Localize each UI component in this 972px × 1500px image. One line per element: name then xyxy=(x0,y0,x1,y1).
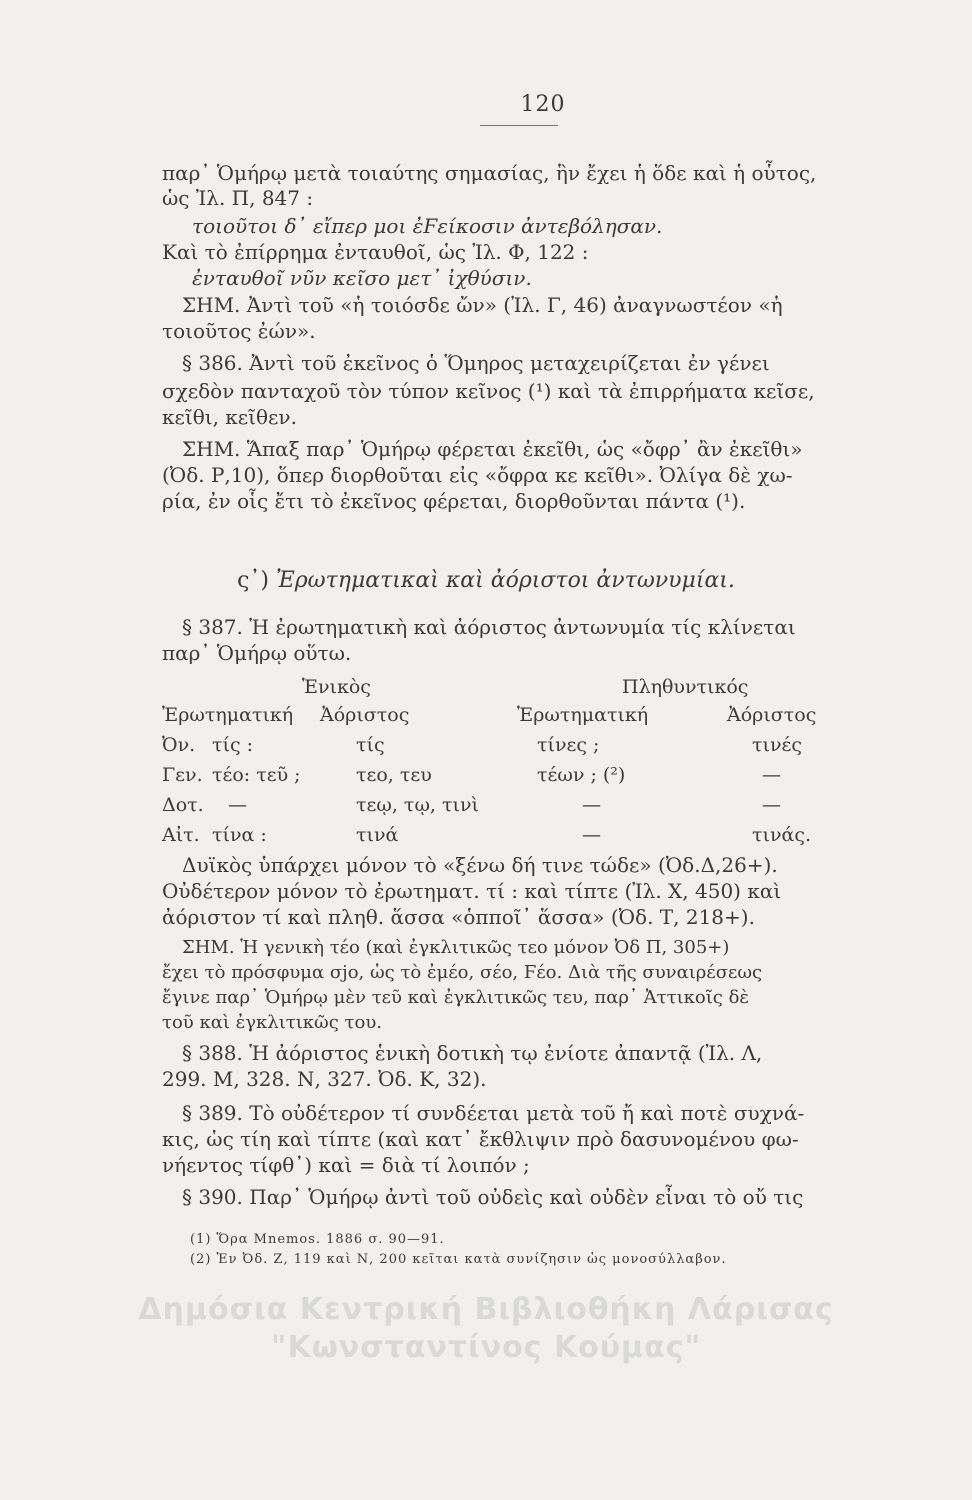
text-line: ΣΗΜ. Ἅπαξ παρ᾽ Ὁμήρῳ φέρεται ἐκεῖθι, ὡς «ὄφρ᾽ ἂν ἐκεῖθι» xyxy=(182,437,803,461)
section-heading-title: Ἐρωτηματικαὶ καὶ ἀόριστοι ἀντωνυμίαι. xyxy=(275,568,735,593)
table-group-header: Πληθυντικός xyxy=(622,676,749,698)
paragraph-386: § 386. Ἀντὶ τοῦ ἐκεῖνος ὁ Ὅμηρος μεταχειρίζεται ἐν γένει xyxy=(182,351,770,375)
table-cell: τινές xyxy=(752,734,802,756)
text-line: ρία, ἐν οἷς ἔτι τὸ ἐκεῖνος φέρεται, διορθοῦνται πάντα (¹). xyxy=(162,489,746,513)
table-cell: — xyxy=(582,824,601,846)
table-cell: τίς xyxy=(356,734,385,756)
table-cell: Αἰτ. xyxy=(162,824,200,846)
text-line: σχεδὸν πανταχοῦ τὸν τύπον κεῖνος (¹) καὶ τὰ ἐπιρρήματα κεῖσε, xyxy=(162,379,815,403)
text-line: (Ὀδ. Ρ,10), ὅπερ διορθοῦται εἰς «ὄφρα κε κεῖθι». Ὀλίγα δὲ χω- xyxy=(162,463,793,487)
paragraph-390: § 390. Παρ᾽ Ὁμήρῳ ἀντὶ τοῦ οὐδεὶς καὶ οὐδὲν εἶναι τὸ οὔ τις xyxy=(182,1185,804,1209)
table-group-header: Ἑνικὸς xyxy=(302,676,371,698)
table-column-header: Ἐρωτηματική xyxy=(517,704,649,726)
table-cell: τίνα : xyxy=(212,824,267,846)
table-cell: τέων ; (²) xyxy=(537,764,626,786)
text-line: Δυϊκὸς ὑπάρχει μόνον τὸ «ξένω δή τινε τώδε» (Ὀδ.Δ,26+). xyxy=(182,853,778,877)
table-column-header: Ἐρωτηματική xyxy=(162,704,294,726)
quote-line: τοιοῦτοι δ᾽ εἴπερ μοι ἐϜείκοσιν ἀντεβόλησαν. xyxy=(192,214,663,238)
table-cell: τίς : xyxy=(212,734,254,756)
text-line: ἔγινε παρ᾽ Ὁμήρῳ μὲν τεῦ καὶ ἐγκλιτικῶς τευ, παρ᾽ Ἀττικοῖς δὲ xyxy=(162,987,750,1008)
text-line: ἔχει τὸ πρόσφυμα σjο, ὡς τὸ ἐμέο, σέο, Ϝέο. Διὰ τῆς συναιρέσεως xyxy=(162,962,763,983)
text-line: Καὶ τὸ ἐπίρρημα ἐνταυθοῖ, ὡς Ἰλ. Φ, 122 : xyxy=(162,240,589,264)
table-cell: — xyxy=(762,764,781,786)
table-cell: — xyxy=(228,794,247,816)
text-line: παρ᾽ Ὁμήρῳ οὕτω. xyxy=(162,641,352,665)
table-cell: Γεν. xyxy=(162,764,203,786)
text-line: τοῦ καὶ ἐγκλιτικῶς του. xyxy=(162,1012,382,1033)
text-line: Οὐδέτερον μόνον τὸ ἐρωτηματ. τί : καὶ τίπτε (Ἰλ. Χ, 450) καὶ xyxy=(162,879,782,903)
table-cell: τεο, τευ xyxy=(356,764,432,786)
table-cell: τινά xyxy=(356,824,399,846)
footnote: (1) Ὅρα Mnemos. 1886 σ. 90—91. xyxy=(190,1232,445,1247)
page-number-rule xyxy=(480,125,558,126)
table-cell: τέο: τεῦ ; xyxy=(212,764,301,786)
table-cell: — xyxy=(762,794,781,816)
text-line: νήεντος τίφθ᾽) καὶ = διὰ τί λοιπόν ; xyxy=(162,1153,530,1177)
quote-line: ἐνταυθοῖ νῦν κεῖσο μετ᾽ ἰχθύσιν. xyxy=(192,266,532,290)
table-column-header: Ἀόριστος xyxy=(727,704,817,726)
text-line: 299. Μ, 328. Ν, 327. Ὀδ. Κ, 32). xyxy=(162,1067,487,1091)
section-heading-number: ς᾽) xyxy=(237,568,269,593)
text-line: παρ᾽ Ὁμήρῳ μετὰ τοιαύτης σημασίας, ἣν ἔχει ἡ ὅδε καὶ ἡ οὗτος, xyxy=(162,161,817,185)
table-cell: Δοτ. xyxy=(162,794,204,816)
section-heading xyxy=(0,568,972,593)
table-column-header: Ἀόριστος xyxy=(320,704,410,726)
text-line: ὡς Ἰλ. Π, 847 : xyxy=(162,186,314,210)
text-line: κεῖθι, κεῖθεν. xyxy=(162,405,297,429)
text-line: τοιοῦτος ἐών». xyxy=(162,319,316,343)
text-line: κις, ὡς τίη καὶ τίπτε (καὶ κατ᾽ ἔκθλιψιν πρὸ δασυνομένου φω- xyxy=(162,1127,799,1151)
text-line: ΣΗΜ. Ἀντὶ τοῦ «ἡ τοιόσδε ὤν» (Ἰλ. Γ, 46) ἀναγνωστέον «ἡ xyxy=(182,293,783,317)
page-number: 120 xyxy=(520,92,566,117)
paragraph-389: § 389. Τὸ οὐδέτερον τί συνδέεται μετὰ τοῦ ἤ καὶ ποτὲ συχνά- xyxy=(182,1101,805,1125)
table-cell: Ὀν. xyxy=(162,734,196,756)
text-line: ἀόριστον τί καὶ πληθ. ἅσσα «ὁπποῖ᾽ ἅσσα» (Ὀδ. Τ, 218+). xyxy=(162,905,755,929)
table-cell: — xyxy=(582,794,601,816)
text-line: ΣΗΜ. Ἡ γενικὴ τέο (καὶ ἐγκλιτικῶς τεο μόνον Ὀδ Π, 305+) xyxy=(182,937,730,958)
library-watermark-line2: "Κωνσταντίνος Κούμας" xyxy=(270,1330,702,1365)
library-watermark-line1: Δημόσια Κεντρική Βιβλιοθήκη Λάρισας xyxy=(138,1292,834,1327)
table-cell: τεῳ, τῳ, τινὶ xyxy=(356,794,479,816)
table-cell: τινάς. xyxy=(752,824,812,846)
footnote: (2) Ἐν Ὀδ. Ζ, 119 καὶ Ν, 200 κεῖται κατὰ συνίζησιν ὡς μονοσύλλαβον. xyxy=(190,1252,727,1267)
paragraph-387: § 387. Ἡ ἐρωτηματικὴ καὶ ἀόριστος ἀντωνυμία τίς κλίνεται xyxy=(182,615,796,639)
paragraph-388: § 388. Ἡ ἀόριστος ἑνικὴ δοτικὴ τῳ ἐνίοτε ἀπαντᾷ (Ἰλ. Λ, xyxy=(182,1041,763,1065)
table-cell: τίνες ; xyxy=(537,734,600,756)
